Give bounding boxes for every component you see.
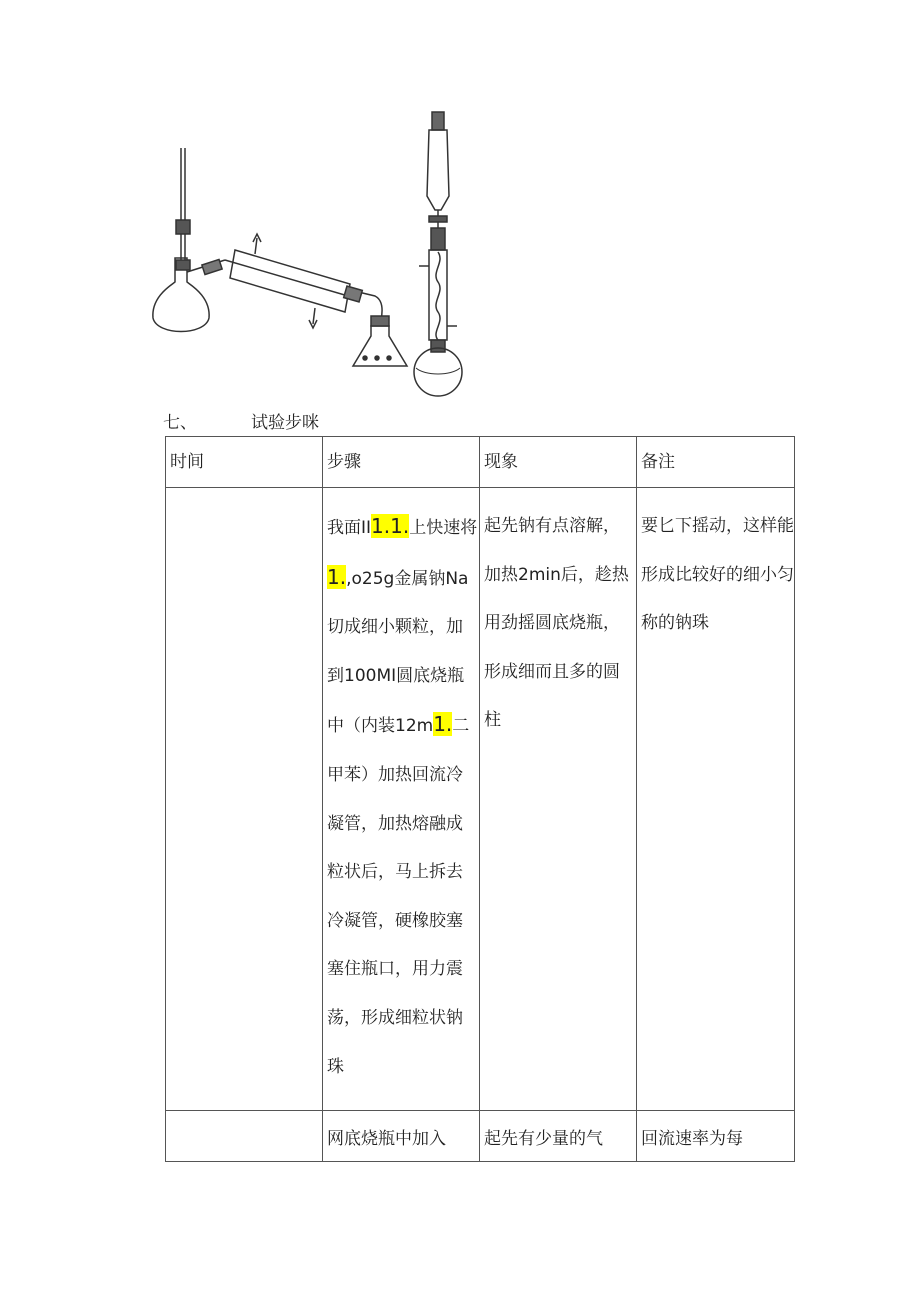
dropping-funnel — [427, 130, 449, 210]
step-text: 我面II — [327, 518, 372, 538]
step-text: ,o25g金属钠Na切成细小颗粒，加到100MI圆底烧瓶中（内装12m — [327, 568, 469, 737]
round-bottom-flask-right — [414, 348, 462, 396]
header-note: 备注 — [637, 437, 795, 488]
erlenmeyer-flask — [353, 326, 407, 366]
experiment-steps-table — [165, 436, 795, 1162]
condenser-jacket — [230, 250, 350, 312]
section-title: 试验步咪 — [251, 413, 319, 433]
step-cell: 网底烧瓶中加入 — [323, 1111, 480, 1162]
time-cell — [166, 488, 323, 1111]
phenomenon-cell: 起先有少量的气 — [480, 1111, 637, 1162]
section-heading — [163, 412, 319, 434]
step-cell — [323, 488, 480, 1111]
header-phenomenon: 现象 — [480, 437, 637, 488]
distillation-apparatus-illustration — [145, 100, 475, 400]
step-text: 二甲苯）加热回流冷凝管，加热熔融成粒状后，马上拆去冷凝管，硬橡胶塞塞住瓶口，用力震荡，形成细粒状钠珠 — [327, 716, 470, 1077]
note-cell: 回流速率为每 — [637, 1111, 795, 1162]
step-text: 上快速将 — [409, 518, 478, 538]
phenomenon-cell: 起先钠有点溶解，加热2min后，趁热用劲摇圆底烧瓶，形成细而且多的圆柱 — [480, 488, 637, 1111]
table-row — [166, 488, 795, 1111]
section-number: 七、 — [163, 413, 197, 433]
header-step: 步骤 — [323, 437, 480, 488]
header-time: 时间 — [166, 437, 323, 488]
note-cell: 要匕下摇动，这样能形成比较好的细小匀称的钠珠 — [637, 488, 795, 1111]
table-row — [166, 1111, 795, 1162]
highlighted-text: 1. — [433, 712, 453, 737]
table-header-row — [166, 437, 795, 488]
highlighted-text: 1.1. — [371, 514, 410, 538]
highlighted-text: 1. — [327, 564, 347, 589]
funnel-stopper — [432, 112, 444, 130]
time-cell — [166, 1111, 323, 1162]
